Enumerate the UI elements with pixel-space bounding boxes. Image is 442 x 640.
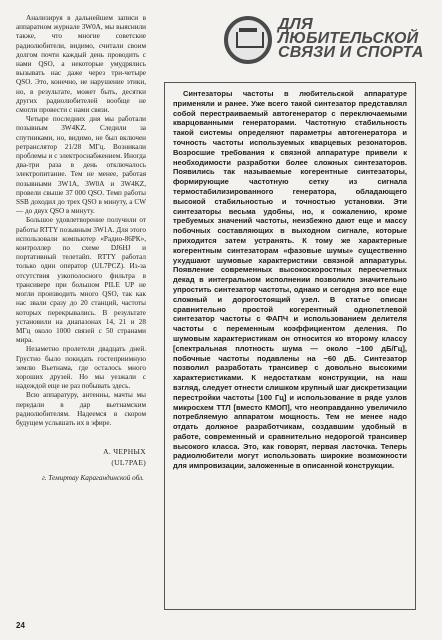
paragraph-3: Большое удовлетворение получили от работы RTTY позывным 3W1A. Для этого использовали компьютер «Радио-86РК», контроллер по схеме DJ6HJ и портативный телетайп. RTTY работал только один оператор (UL7PCZ). Из-за отсутствия узкополосного фильтра в трансивере при большом PILE UP не могли производить много QSO, так как нас звали сразу до 20 станций, частоты которых перекрывались. В результате установили на диапазонах 14, 21 и 28 МГц около 1000 связей с 50 странами мира. xyxy=(16,216,146,345)
section-title: ДЛЯ ЛЮБИТЕЛЬСКОЙ СВЯЗИ И СПОРТА xyxy=(278,16,424,61)
author-signature xyxy=(16,446,146,468)
author-callsign: (UL7PAE) xyxy=(111,458,146,468)
article-box xyxy=(164,82,416,610)
section-header xyxy=(224,14,434,84)
author-name: А. ЧЕРНЫХ xyxy=(103,447,146,457)
paragraph-5: Всю аппаратуру, антенны, мачты мы передали в дар вьетнамским радиолюбителям. Надеемся в скором будущем услышать их в эфире. xyxy=(16,391,146,427)
paragraph-2: Четыре последних дня мы работали позывным 3W4KZ. Следили за спутниками, но, видимо, не был включен ретранслятор 21/28 МГц. Возникали проблемы и с электроснабжением. Иногда два-три раза в день отключалось электропитание. Тем не менее, работая позывными 3W1A, 3W0A и 3W4KZ, провели свыше 37 000 QSO. Темп работы SSB доходил до трех QSO в минуту, а CW — до двух QSO в минуту. xyxy=(16,115,146,216)
paragraph-4: Незаметно пролетели двадцать дней. Грустно было покидать гостеприимную землю Вьетнама, где осталось много хороших друзей. Но мы уезжали с надеждой еще не раз побывать здесь. xyxy=(16,345,146,391)
paragraph-1: Анализируя в дальнейшем записи в аппаратном журнале 3W0A, мы выяснили также, что многие советские радиолюбители, видимо, считали своим долгом почти каждый день проводить с нами QSO, а некоторые умудрялись вызывать нас даже через три-четыре QSO. Это, конечно, не нарушение этики, но, в результате, может быть, десятки других радиолюбителей вообще не смогли провести с нами связи. xyxy=(16,14,146,115)
left-column xyxy=(16,14,146,483)
article-text: Синтезаторы частоты в любительской аппаратуре применяли и ранее. Уже всего такой синтезатор представлял собой перестраиваемый автогенератор с переключаемыми кварцованными генераторами. Частотную стабильность такой системы определяют параметры автогенератора и точность частоты используемых кварцевых резонаторов. Возросшие требования к связной аппаратуре привели к необходимости разработки более сложных синтезаторов. Появились так называемые когерентные синтезаторы, формирующие частотную сетку из сигнала термостабилизированного генератора, обладающего высокой стабильностью и точностью установки. Эти синтезаторы весьма удобны, но, к сожалению, кроме требуемых значений частоты, неизбежно дают еще и массу побочных составляющих в выходном сигнале, которые приходится затем устранять. К тому же характерные когерентным синтезаторам «фазовые шумы» существенно ухудшают шумовые характеристики связной аппаратуры. Появление современных высокоскоростных пересчетных декад в интегральном исполнении позволило значительно упростить синтезатор частоты, однако и сегодня это все еще сложный и дорогостоящий узел. В статье описан сравнительно простой когерентный однопетлевой синтезатор частоты с ФАПЧ и использованием делителя частоты с переменным коэффициентом деления. По шумовым характеристикам он относится ко второму классу [спектральная плотность шума — около −100 дБ/Гц], побочные частоты подавлены на −60 дБ. Синтезатор позволил разработать трансивер с довольно высокими характеристиками. К недостаткам конструкции, на наш взгляд, следует отнести слишком крупный шаг дискретизации перестройки частоты [100 Гц] и использование в ряде узлов микросхем ТТЛ [вместо КМОП], что неоправданно увеличило потребляемую аппаратом мощность. Тем не менее надо отдать должное разработчикам, создавшим удобный в работе, современный и сравнительно недорогой трансивер высокого класса. Это, как говорят, первая ласточка. Теперь радиолюбители могут использовать широкие возможности для импровизации, заложенные в описанной конструкции. xyxy=(173,89,407,471)
author-location: г. Темиртау Карагандинской обл. xyxy=(42,474,144,483)
radio-logo-icon xyxy=(224,16,272,64)
page-number: 24 xyxy=(16,621,25,630)
